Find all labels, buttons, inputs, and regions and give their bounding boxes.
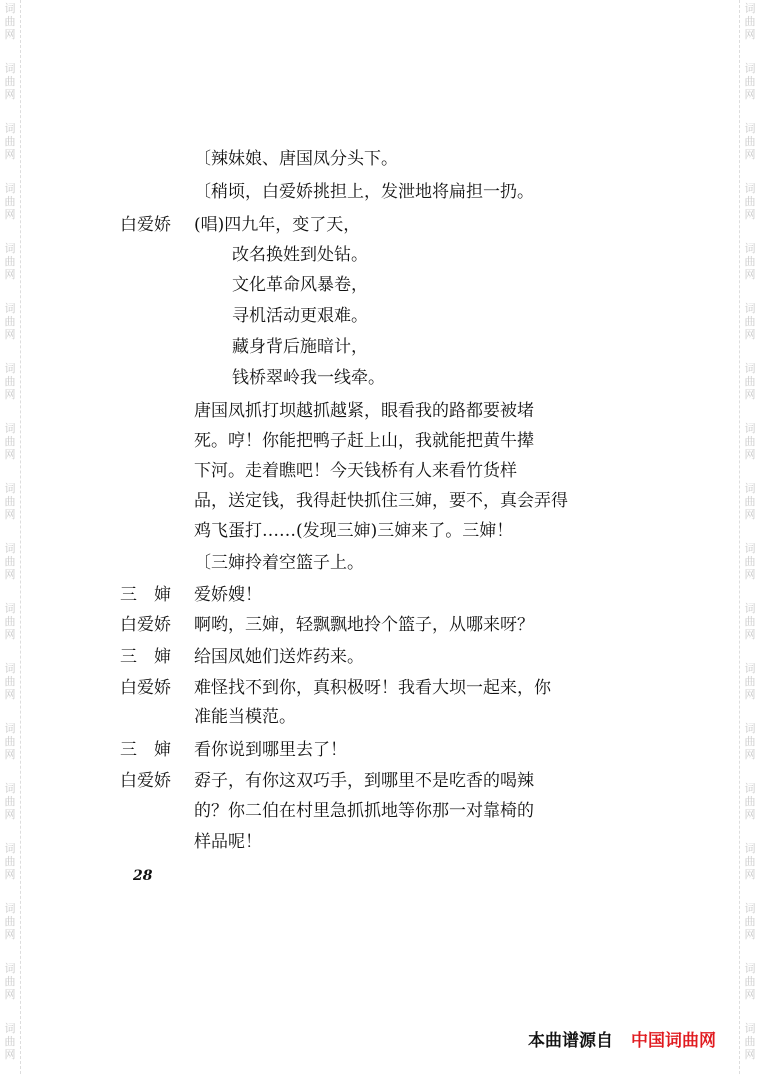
watermark-char: 曲 — [4, 75, 16, 88]
watermark-char: 网 — [4, 568, 16, 581]
script-line: 下河。走着瞧吧！今天钱桥有人来看竹货样 — [194, 461, 517, 481]
watermark-char: 曲 — [4, 195, 16, 208]
watermark-char: 曲 — [744, 675, 756, 688]
speaker-label: 白爱娇 — [120, 615, 171, 635]
watermark-char: 网 — [744, 688, 756, 701]
speaker-label: 三 婶 — [120, 740, 171, 760]
watermark-char: 词 — [744, 122, 756, 135]
watermark-char: 词 — [4, 902, 16, 915]
watermark-char: 网 — [4, 28, 16, 41]
watermark-char: 曲 — [4, 855, 16, 868]
script-line: 藏身背后施暗计， — [232, 337, 368, 357]
watermark-char: 词 — [744, 662, 756, 675]
watermark-char: 曲 — [744, 75, 756, 88]
footer-site-name: 中国词曲网 — [631, 1031, 716, 1051]
script-line: 样品呢！ — [194, 832, 262, 852]
script-line: 看你说到哪里去了！ — [194, 740, 347, 760]
watermark-char: 曲 — [4, 795, 16, 808]
watermark-char: 曲 — [4, 975, 16, 988]
watermark-char: 曲 — [4, 375, 16, 388]
script-line: 钱桥翠岭我一线牵。 — [232, 368, 385, 388]
watermark-char: 网 — [4, 928, 16, 941]
watermark-char: 词 — [744, 482, 756, 495]
footer-source-label: 本曲谱源自 — [528, 1031, 613, 1051]
script-line: 〔辣妹娘、唐国凤分头下。 — [194, 149, 398, 169]
speaker-label: 三 婶 — [120, 585, 171, 605]
script-line: 难怪找不到你，真积极呀！我看大坝一起来，你 — [194, 678, 551, 698]
watermark-char: 网 — [744, 928, 756, 941]
watermark-char: 网 — [4, 268, 16, 281]
watermark-char: 词 — [4, 182, 16, 195]
watermark-char: 网 — [744, 148, 756, 161]
watermark-char: 词 — [744, 902, 756, 915]
source-footer — [528, 1026, 716, 1051]
watermark-char: 网 — [4, 808, 16, 821]
watermark-char: 曲 — [4, 615, 16, 628]
watermark-char: 网 — [4, 688, 16, 701]
watermark-char: 网 — [4, 448, 16, 461]
script-line: 孬子，有你这双巧手，到哪里不是吃香的喝辣 — [194, 771, 534, 791]
watermark-char: 词 — [4, 722, 16, 735]
watermark-char: 网 — [4, 868, 16, 881]
watermark-char: 网 — [744, 448, 756, 461]
watermark-char: 网 — [4, 148, 16, 161]
watermark-char: 网 — [4, 628, 16, 641]
watermark-char: 词 — [744, 362, 756, 375]
watermark-char: 曲 — [744, 555, 756, 568]
script-line: 〔三婶拎着空篮子上。 — [194, 553, 364, 573]
script-line: 鸡飞蛋打……(发现三婶)三婶来了。三婶！ — [194, 521, 514, 541]
watermark-char: 曲 — [744, 795, 756, 808]
watermark-char: 网 — [4, 508, 16, 521]
watermark-char: 词 — [744, 722, 756, 735]
watermark-char: 曲 — [744, 435, 756, 448]
watermark-char: 词 — [4, 482, 16, 495]
watermark-char: 词 — [4, 362, 16, 375]
watermark-char: 词 — [4, 602, 16, 615]
watermark-char: 网 — [744, 868, 756, 881]
watermark-char: 曲 — [4, 135, 16, 148]
watermark-char: 曲 — [744, 315, 756, 328]
watermark-char: 曲 — [744, 615, 756, 628]
watermark-char: 词 — [4, 122, 16, 135]
script-line: 改名换姓到处钻。 — [232, 245, 368, 265]
watermark-char: 网 — [744, 988, 756, 1001]
watermark-char: 词 — [744, 2, 756, 15]
watermark-char: 网 — [4, 208, 16, 221]
watermark-char: 词 — [744, 242, 756, 255]
script-line: 品，送定钱，我得赶快抓住三婶，要不，真会弄得 — [194, 491, 568, 511]
watermark-char: 网 — [744, 628, 756, 641]
speaker-label: 白爱娇 — [120, 215, 171, 235]
speaker-label: 白爱娇 — [120, 678, 171, 698]
watermark-char: 词 — [4, 302, 16, 315]
watermark-char: 词 — [4, 662, 16, 675]
watermark-char: 词 — [744, 182, 756, 195]
watermark-char: 词 — [4, 422, 16, 435]
watermark-char: 曲 — [4, 675, 16, 688]
watermark-char: 曲 — [4, 15, 16, 28]
watermark-char: 曲 — [744, 855, 756, 868]
watermark-char: 曲 — [744, 495, 756, 508]
watermark-char: 曲 — [4, 915, 16, 928]
watermark-char: 网 — [744, 508, 756, 521]
script-line: 给国凤她们送炸药来。 — [194, 647, 364, 667]
watermark-char: 曲 — [4, 735, 16, 748]
script-line: (唱)四九年，变了天， — [194, 215, 361, 235]
watermark-char: 词 — [744, 422, 756, 435]
script-line: 的？你二伯在村里急抓抓地等你那一对靠椅的 — [194, 801, 534, 821]
watermark-char: 曲 — [4, 315, 16, 328]
script-line: 爱娇嫂！ — [194, 585, 262, 605]
watermark-char: 词 — [744, 1022, 756, 1035]
watermark-char: 曲 — [4, 495, 16, 508]
watermark-char: 网 — [4, 988, 16, 1001]
script-line: 唐国凤抓打坝越抓越紧，眼看我的路都要被堵 — [194, 401, 534, 421]
script-line: 寻机活动更艰难。 — [232, 306, 368, 326]
watermark-char: 词 — [4, 842, 16, 855]
watermark-char: 曲 — [4, 1035, 16, 1048]
script-line: 准能当模范。 — [194, 707, 296, 727]
watermark-char: 网 — [744, 88, 756, 101]
watermark-char: 词 — [4, 962, 16, 975]
watermark-char: 曲 — [4, 435, 16, 448]
watermark-char: 网 — [744, 328, 756, 341]
watermark-char: 网 — [4, 388, 16, 401]
watermark-char: 曲 — [4, 555, 16, 568]
watermark-char: 词 — [4, 1022, 16, 1035]
watermark-char: 网 — [744, 568, 756, 581]
page-number: 28 — [133, 868, 153, 884]
watermark-char: 词 — [744, 302, 756, 315]
script-line: 文化革命风暴卷， — [232, 275, 368, 295]
watermark-char: 曲 — [744, 915, 756, 928]
watermark-char: 词 — [4, 782, 16, 795]
watermark-char: 词 — [4, 542, 16, 555]
watermark-char: 曲 — [744, 195, 756, 208]
watermark-char: 曲 — [744, 735, 756, 748]
watermark-char: 词 — [4, 62, 16, 75]
script-line: 死。哼！你能把鸭子赶上山，我就能把黄牛撵 — [194, 431, 534, 451]
watermark-char: 词 — [4, 242, 16, 255]
speaker-label: 三 婶 — [120, 647, 171, 667]
watermark-char: 网 — [744, 748, 756, 761]
script-line: 〔稍顷，白爱娇挑担上，发泄地将扁担一扔。 — [194, 182, 534, 202]
watermark-char: 网 — [4, 88, 16, 101]
watermark-char: 网 — [744, 808, 756, 821]
script-line: 啊哟，三婶，轻飘飘地拎个篮子，从哪来呀？ — [194, 615, 534, 635]
watermark-char: 词 — [744, 962, 756, 975]
watermark-char: 网 — [744, 268, 756, 281]
watermark-char: 词 — [4, 2, 16, 15]
watermark-char: 曲 — [4, 255, 16, 268]
watermark-char: 曲 — [744, 135, 756, 148]
watermark-char: 词 — [744, 782, 756, 795]
watermark-char: 网 — [744, 28, 756, 41]
watermark-char: 曲 — [744, 1035, 756, 1048]
watermark-char: 词 — [744, 542, 756, 555]
watermark-char: 曲 — [744, 15, 756, 28]
watermark-char: 网 — [744, 208, 756, 221]
watermark-char: 词 — [744, 602, 756, 615]
watermark-char: 网 — [4, 748, 16, 761]
watermark-char: 词 — [744, 842, 756, 855]
watermark-char: 网 — [744, 388, 756, 401]
watermark-char: 曲 — [744, 975, 756, 988]
watermark-char: 网 — [744, 1048, 756, 1061]
watermark-char: 词 — [744, 62, 756, 75]
speaker-label: 白爱娇 — [120, 771, 171, 791]
watermark-char: 曲 — [744, 375, 756, 388]
watermark-char: 网 — [4, 328, 16, 341]
watermark-char: 曲 — [744, 255, 756, 268]
watermark-char: 网 — [4, 1048, 16, 1061]
